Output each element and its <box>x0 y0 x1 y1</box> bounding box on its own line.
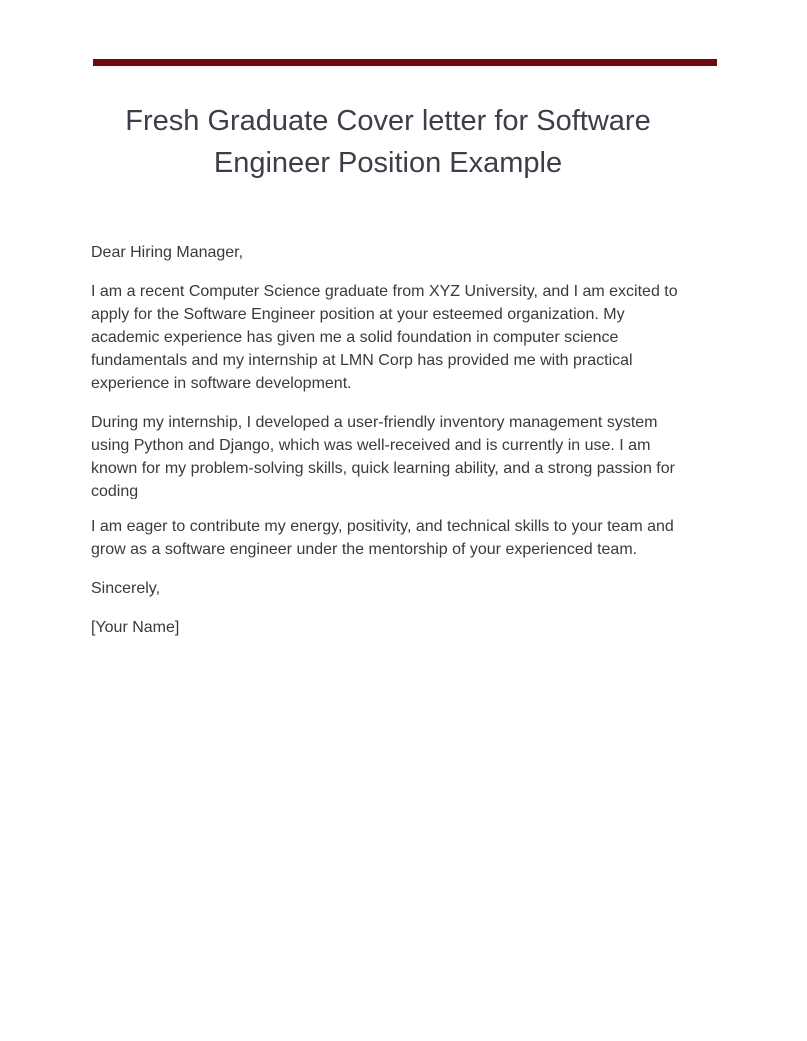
paragraph-internship-clipped-line: coding <box>91 483 139 499</box>
salutation: Dear Hiring Manager, <box>91 244 244 261</box>
closing: Sincerely, <box>91 580 161 597</box>
header-accent-rule <box>93 59 717 66</box>
paragraph-internship <box>91 411 691 499</box>
letter-body <box>91 241 691 655</box>
signature: [Your Name] <box>91 619 180 636</box>
paragraph-internship-text: During my internship, I developed a user-friendly inventory management system using Python and Django, which was well-received and is currently in use. I am known for my problem-solving skills, quick learning ability, and a strong passion for <box>91 414 675 477</box>
document-title: Fresh Graduate Cover letter for Software Engineer Position Example <box>125 105 651 179</box>
paragraph-intro: I am a recent Computer Science graduate from XYZ University, and I am excited to apply for the Software Engineer position at your esteemed organization. My academic experience has given me a solid foundation in computer science fundamentals and my internship at LMN Corp has provided me with practical experience in software development. <box>91 283 678 392</box>
paragraph-closing: I am eager to contribute my energy, positivity, and technical skills to your team and grow as a software engineer under the mentorship of your experienced team. <box>91 518 674 558</box>
